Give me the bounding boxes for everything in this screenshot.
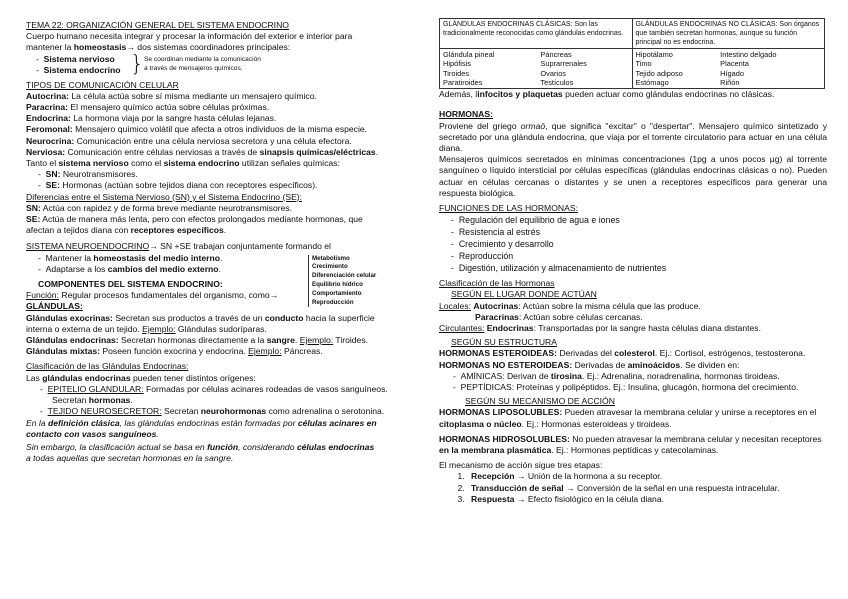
- intro-line-1: Cuerpo humano necesita integrar y procesar la información del exterior e interior para: [26, 31, 353, 42]
- table-row: Timo Placenta: [635, 59, 749, 69]
- function-side-list: [308, 255, 376, 308]
- side-list-item: Diferenciación celular: [312, 272, 377, 280]
- list-item: - Mantener la homeostasis del medio interno.: [38, 252, 223, 263]
- table-row: Paratiroides Testículos: [443, 77, 574, 87]
- glandulas-table: [439, 18, 825, 89]
- table-row: Tiroides Ovarios: [443, 68, 566, 78]
- mecanismo-heading: SEGÚN SU MECANISMO DE ACCIÓN: [465, 396, 615, 407]
- tanto-line: Tanto el sistema nervioso como el sistema endocrino utilizan señales químicas:: [26, 158, 340, 169]
- glandulas-heading: GLÁNDULAS:: [26, 301, 83, 312]
- list-item: - Digestión, utilización y almacenamiento de nutrientes: [451, 263, 667, 274]
- components-block: [26, 253, 410, 313]
- estructura-heading: SEGÚN SU ESTRUCTURA: [451, 337, 557, 348]
- ademas-line: Además, linfocitos y plaquetas pueden actuar como glándulas endocrinas no clásicas.: [439, 89, 775, 100]
- nonclassic-header: GLÁNDULAS ENDOCRINAS NO CLÁSICAS: Son órganos que también secretan hormonas, aunque su función principal no es endocrina.: [632, 19, 825, 49]
- systems-brace: [26, 51, 410, 78]
- list-item: - SN: Neurotransmisores.: [38, 169, 138, 180]
- side-list-item: Crecimiento: [312, 263, 348, 271]
- list-item: - SE: Hormonas (actúan sobre tejidos diana con receptores específicos).: [38, 180, 318, 191]
- se-diff-cont: afectan a tejidos diana con receptores específicos.: [26, 225, 227, 236]
- paracrinas-line: Paracrinas: Actúan sobre células cercanas.: [475, 311, 643, 322]
- funciones-list: [439, 214, 827, 274]
- brace-symbol: }: [130, 51, 144, 77]
- mixtas: Glándulas mixtas: Poseen función exocrina y endocrina. Ejemplo: Páncreas.: [26, 346, 323, 357]
- list-item: 3. Respuesta → Efecto fisiológico en la célula diana.: [467, 494, 827, 505]
- left-column: [26, 20, 410, 464]
- se-diff: SE: Actúa de manera más lenta, pero con efectos prolongados mediante hormonas, que: [26, 214, 363, 225]
- lugar-heading: SEGÚN EL LUGAR DONDE ACTÚAN: [451, 289, 597, 300]
- circulantes-line: Circulantes: Endocrinas: Transportadas por la sangre hasta células diana distantes.: [439, 323, 761, 334]
- table-row: Tejido adiposo Hígado: [635, 68, 744, 78]
- side-list-item: Comportamiento: [312, 289, 362, 297]
- system-item: - Sistema endocrino: [36, 64, 121, 75]
- locales-line: Locales: Autocrinas: Actúan sobre la misma célula que las produce.: [439, 300, 701, 311]
- tipos-heading: TIPOS DE COMUNICACIÓN CELULAR: [26, 79, 179, 90]
- funciones-heading: FUNCIONES DE LAS HORMONAS:: [439, 203, 578, 214]
- table-row: Hipotálamo Intestino delgado: [635, 50, 777, 59]
- sn-diff: SN: Actúa con rapidez y de forma breve mediante neurotransmisores.: [26, 202, 293, 213]
- clasica-paragraph: En la definición clásica, las glándulas endocrinas están formadas por células acinares en: [26, 417, 377, 428]
- list-item: 2. Transducción de señal → Conversión de la señal en una respuesta intracelular.: [467, 483, 827, 494]
- list-item: - PEPTÍDICAS: Proteínas y polipéptidos. Ej.: Insulina, glucagón, hormona del crecimiento.: [453, 382, 799, 393]
- hidrosolubles-line: HORMONAS HIDROSOLUBLES: No pueden atravesar la membrana celular y necesitan receptores en la membrana plasmática. Ej.: Hormonas peptídicas y catecolaminas.: [439, 433, 822, 456]
- page-title: TEMA 22: ORGANIZACIÓN GENERAL DEL SISTEMA ENDOCRINO: [26, 20, 289, 30]
- list-item: 1. Recepción → Unión de la hormona a su receptor.: [467, 471, 827, 482]
- exocrinas-cont: interna o externa de un tejido. Ejemplo: Glándulas sudoríparas.: [26, 323, 267, 334]
- nonclassic-list: [632, 49, 825, 89]
- list-item: Autocrina: La célula actúa sobre sí misma mediante un mensajero químico.: [26, 90, 317, 101]
- hormonas-paragraph-1: Proviene del griego ormaō, que significa "excitar" o "despertar". Mensajero químico sintetizado y secretado por una glándula endocrina, que viaja por el torrente circulatorio para actuar en una célula diana.: [439, 120, 827, 153]
- list-item: - Crecimiento y desarrollo: [451, 239, 554, 250]
- clasica-paragraph-cont: contacto con vasos sanguíneos.: [26, 428, 159, 439]
- noesteroideas-line: HORMONAS NO ESTEROIDEAS: Derivadas de aminoácidos. Se dividen en:: [439, 359, 740, 370]
- side-list-item: Reproducción: [312, 298, 354, 306]
- list-item: - Resistencia al estrés: [451, 227, 540, 238]
- side-list-item: Metabolismo: [312, 254, 350, 262]
- list-item: - EPITELIO GLANDULAR: Formadas por células acinares rodeadas de vasos sanguíneos.: [40, 383, 388, 394]
- list-item: - AMÍNICAS: Derivan de tirosina. Ej.: Adrenalina, noradrenalina, hormonas tiroideas.: [453, 370, 780, 381]
- intro-line-2: mantener la homeostasis→ dos sistemas coordinadores principales:: [26, 42, 291, 53]
- brace-note: Se coordinan mediante la comunicación a través de mensajeros químicos.: [144, 55, 261, 72]
- actual-paragraph-cont: a todas aquellas que secretan hormonas en la sangre.: [26, 453, 234, 464]
- liposolubles-line: HORMONAS LIPOSOLUBLES: Pueden atravesar la membrana celular y unirse a receptores en el citoplasma o núcleo. Ej.: Hormonas esteroideas y tiroideas.: [439, 407, 817, 429]
- list-item: - TEJIDO NEUROSECRETOR: Secretan neurohormonas como adrenalina o serotonina.: [40, 406, 385, 417]
- hormonas-paragraph-2: Mensajeros químicos secretados en mínimas concentraciones (1pg a unos pocos µg) al torrente sanguíneo o líquido intersticial por células específicas (glándulas endocrinas clásicas o no). Pueden actuar en células cercanas o distantes y se unen a receptores específicos para generar una respuesta biológica.: [439, 154, 827, 198]
- list-item: - Adaptarse a los cambios del medio externo.: [38, 263, 221, 274]
- hormonas-heading: HORMONAS:: [439, 109, 493, 120]
- classic-header: GLÁNDULAS ENDOCRINAS CLÁSICAS: Son las tradicionalmente reconocidas como glándulas endocrinas.: [440, 19, 633, 49]
- esteroideas-line: HORMONAS ESTEROIDEAS: Derivadas del colesterol. Ej.: Cortisol, estrógenos, testosterona.: [439, 348, 806, 359]
- tipos-list: [26, 91, 410, 158]
- table-row: Estómago Riñón: [635, 77, 740, 87]
- table-row: Glándula pineal Páncreas: [443, 50, 572, 59]
- funcion-line: Función: Regular procesos fundamentales del organismo, como→: [26, 290, 279, 301]
- components-heading: COMPONENTES DEL SISTEMA ENDOCRINO:: [38, 279, 223, 290]
- list-item: - Reproducción: [451, 251, 514, 262]
- neuro-line: SISTEMA NEUROENDOCRINO→ SN +SE trabajan conjuntamente formando el: [26, 241, 331, 252]
- list-item: Endocrina: La hormona viaja por la sangre hasta células lejanas.: [26, 113, 277, 124]
- side-list-item: Equilibrio hídrico: [312, 281, 363, 289]
- clasificacion-heading: Clasificación de las Glándulas Endocrinas:: [26, 361, 189, 372]
- exocrinas: Glándulas exocrinas: Secretan sus productos a través de un conducto hacia la superficie: [26, 312, 375, 323]
- list-item: Paracrina: El mensajero químico actúa sobre células próximas.: [26, 102, 270, 113]
- classic-list: [440, 49, 633, 89]
- clasificacion-hormonas-heading: Clasificación de las Hormonas: [439, 278, 555, 289]
- list-item-cont: Secretan hormonas.: [52, 395, 133, 406]
- right-column: [439, 18, 827, 505]
- endocrinas: Glándulas endocrinas: Secretan hormonas directamente a la sangre. Ejemplo: Tiroides.: [26, 335, 369, 346]
- table-row: Hipófisis Suprarrenales: [443, 59, 587, 69]
- etapas-list: [439, 471, 827, 505]
- etapas-intro: El mecanismo de acción sigue tres etapas:: [439, 460, 603, 471]
- list-item: Neurocrina: Comunicación entre una célula nerviosa secretora y una célula efectora.: [26, 135, 352, 146]
- actual-paragraph: Sin embargo, la clasificación actual se basa en función, considerando células endocrinas: [26, 441, 375, 452]
- clasificacion-intro: Las glándulas endocrinas pueden tener distintos orígenes:: [26, 372, 256, 383]
- list-item: Feromonal: Mensajero químico volátil que afecta a otros individuos de la misma especie.: [26, 124, 368, 135]
- list-item: - Regulación del equilibrio de agua e iones: [451, 215, 620, 226]
- list-item: Nerviosa: Comunicación entre células nerviosas a través de sinapsis químicas/eléctricas.: [26, 146, 379, 157]
- diferencias-heading: Diferencias entre el Sistema Nervioso (SN) y el Sistema Endocrino (SE):: [26, 191, 303, 202]
- system-item: - Sistema nervioso: [36, 53, 115, 64]
